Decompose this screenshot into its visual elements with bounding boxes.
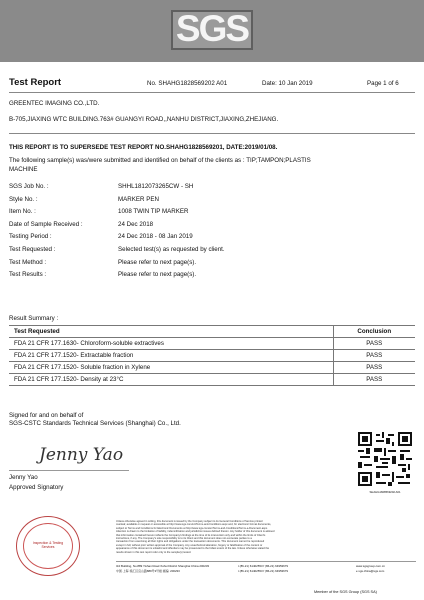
address-english: 3rd Building, No.889 Yishan Road Xuhui District Shanghai China 200233 <box>116 564 210 568</box>
field-label: Style No. : <box>9 195 38 203</box>
sgs-logo-text: SGS <box>175 8 249 49</box>
client-name: GREENTEC IMAGING CO.,LTD. <box>9 100 100 107</box>
conclusion: PASS <box>333 362 415 374</box>
report-date: Date: 10 Jan 2019 <box>262 80 313 87</box>
verification-qr-code <box>356 430 414 488</box>
field-label: Test Method : <box>9 258 47 266</box>
client-divider <box>9 133 415 134</box>
field-value: 1008 TWIN TIP MARKER <box>118 208 189 216</box>
legal-notice-line: Unless otherwise agreed in writing, this document is issued by the Company subject to its General Conditions of Service printed <box>116 520 263 523</box>
legal-notice-line: appearance of this document is unlawful and offenders may be prosecuted to the fullest extent of the law. Unless otherwise stated the <box>116 547 270 551</box>
test-name: FDA 21 CFR 177.1520- Extractable fraction <box>9 350 333 362</box>
page-number: Page 1 of 6 <box>367 80 399 87</box>
website-link[interactable]: www.sgsgroup.com.cn <box>356 564 385 568</box>
legal-notice-line: subject to Terms and Conditions for Electronic Documents at http://www.sgs.com/en/Terms-and-Conditions/Terms-e-Document.aspx. <box>116 526 268 530</box>
member-notice: Member of the SGS Group (SGS SA) <box>314 590 377 594</box>
test-name: FDA 21 CFR 177.1630- Chloroform-soluble extractives <box>9 338 333 350</box>
field-value: MARKER PEN <box>118 195 159 203</box>
legal-notice-line: transaction from exercising all their rights and obligations under the transaction documents. This document cannot be reproduced <box>116 540 265 544</box>
table-row <box>9 338 415 350</box>
stamp-text: Inspection & Testing Services <box>32 541 64 549</box>
column-header-test: Test Requested <box>9 326 333 338</box>
signed-for-label: Signed for and on behalf of <box>9 412 84 419</box>
legal-notice-line: overleaf, available on request or accessible at http://www.sgs.com/en/Terms-and-Conditions.aspx and, for electronic format documents, <box>116 523 272 527</box>
inspection-stamp <box>16 516 80 576</box>
table-row <box>9 362 415 374</box>
phone-chinese: t (86-21) 61402553 f (86-21) 64953679 <box>238 569 288 573</box>
table-row <box>9 374 415 386</box>
field-value: 24 Dec 2018 - 08 Jan 2019 <box>118 233 193 241</box>
header-divider <box>9 92 415 93</box>
report-title: Test Report <box>9 77 62 88</box>
table-row <box>9 350 415 362</box>
table-header-row <box>9 326 415 338</box>
conclusion: PASS <box>333 374 415 386</box>
field-label: SGS Job No. : <box>9 183 49 190</box>
test-name: FDA 21 CFR 177.1520- Density at 23°C <box>9 374 333 386</box>
report-number: No. SHAHG1828569202 A01 <box>147 80 228 87</box>
signature-line <box>9 470 129 471</box>
signatory-name: Jenny Yao <box>9 474 38 481</box>
field-label: Test Results : <box>9 271 47 279</box>
legal-notice-line: that information contained hereon reflects the Company's findings at the time of its intervention only and within the limits of Client's <box>116 533 266 537</box>
email-link[interactable]: e sgs.china@sgs.com <box>356 569 385 573</box>
client-address: B-705,JIAXING WTC BUILDING.763# GUANGYI ROAD,,NANHU DISTRICT,JIAXING,ZHEJIANG. <box>9 116 279 123</box>
field-value: Please refer to next page(s). <box>118 271 197 279</box>
results-table <box>9 325 415 386</box>
field-label: Testing Period : <box>9 233 52 241</box>
phone-english: t (86-21) 61402553 f (86-21) 64953679 <box>238 564 288 568</box>
field-label: Item No. : <box>9 208 36 216</box>
result-summary-label: Result Summary : <box>9 315 59 322</box>
legal-notice-line: instructions, if any. The Company's sole responsibility is to its Client and this document does not exonerate parties to a <box>116 537 252 541</box>
signatory-title: Approved Signatory <box>9 484 64 491</box>
field-label: Date of Sample Received : <box>9 220 83 228</box>
test-name: FDA 21 CFR 177.1520- Soluble fraction in Xylene <box>9 362 333 374</box>
legal-notice <box>116 520 416 554</box>
legal-notice-line: Attention is drawn to the limitation of liability, indemnification and jurisdiction issues defined therein. Any holder of this document is advised <box>116 530 275 534</box>
column-header-conclusion: Conclusion <box>333 326 415 338</box>
address-chinese: 中国·上海·徐汇区宜山路889号3号楼 邮编: 200233 <box>116 569 180 573</box>
supersede-notice: THIS REPORT IS TO SUPERSEDE TEST REPORT NO.SHAHG1828569201, DATE:2019/01/08. <box>9 144 278 151</box>
legal-notice-line: results shown in this test report refer only to the sample(s) tested. <box>116 550 192 554</box>
field-value: 24 Dec 2018 <box>118 220 154 228</box>
field-label: Test Requested : <box>9 246 56 253</box>
conclusion: PASS <box>333 350 415 362</box>
qr-caption: SHAHG1828569202 A01 <box>369 490 401 494</box>
field-value: Selected test(s) as requested by client. <box>118 246 225 253</box>
sample-statement-line2: MACHINE <box>9 166 38 173</box>
sample-statement-line1: The following sample(s) was/were submitted and identified on behalf of the clients as : TIP;TAMPON;PLASTIS <box>9 157 311 164</box>
conclusion: PASS <box>333 338 415 350</box>
legal-notice-line: except in full, without prior written approval of the Company. Any unauthorized alteration, forgery or falsification of the content or <box>116 543 263 547</box>
signatory-company: SGS-CSTC Standards Technical Services (Shanghai) Co., Ltd. <box>9 420 181 427</box>
footer-divider <box>116 561 416 562</box>
handwritten-signature: Jenny Yao <box>39 445 124 465</box>
field-value: Please refer to next page(s). <box>118 258 197 266</box>
field-value: SHHL1812073265CW - SH <box>118 183 194 190</box>
